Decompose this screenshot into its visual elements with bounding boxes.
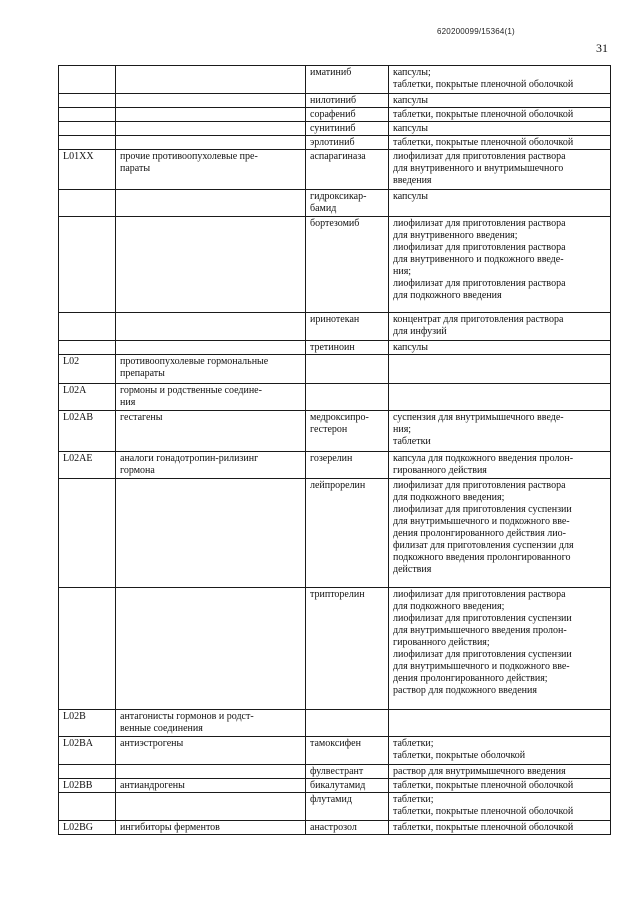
drug-name-cell: аспарагиназа <box>306 150 389 190</box>
group-name-cell: антиэстрогены <box>116 737 306 765</box>
drug-name-cell: третиноин <box>306 341 389 355</box>
group-name-cell: ингибиторы ферментов <box>116 821 306 835</box>
table-row <box>59 150 611 190</box>
drug-name-cell <box>306 710 389 737</box>
drug-name-cell: гидроксикар- бамид <box>306 190 389 217</box>
dosage-form-cell: таблетки, покрытые пленочной оболочкой <box>389 779 611 793</box>
table-body <box>59 66 611 835</box>
dosage-form-cell: концентрат для приготовления раствора для инфузий <box>389 313 611 341</box>
table-row <box>59 136 611 150</box>
group-name-cell <box>116 479 306 588</box>
dosage-form-cell: суспензия для внутримышечного введе- ния; таблетки <box>389 411 611 452</box>
table-row <box>59 313 611 341</box>
table-row <box>59 355 611 384</box>
atc-code-cell: L01XX <box>59 150 116 190</box>
atc-code-cell: L02BG <box>59 821 116 835</box>
group-name-cell <box>116 765 306 779</box>
dosage-form-cell: капсулы <box>389 341 611 355</box>
table-row <box>59 217 611 313</box>
table-row <box>59 588 611 710</box>
dosage-form-cell <box>389 355 611 384</box>
group-name-cell: прочие противоопухолевые пре- параты <box>116 150 306 190</box>
table-row <box>59 737 611 765</box>
dosage-form-cell: капсула для подкожного введения пролон- гированного действия <box>389 452 611 479</box>
drug-name-cell: лейпрорелин <box>306 479 389 588</box>
table-row <box>59 411 611 452</box>
atc-code-cell <box>59 793 116 821</box>
atc-code-cell <box>59 313 116 341</box>
group-name-cell <box>116 341 306 355</box>
dosage-form-cell <box>389 710 611 737</box>
group-name-cell <box>116 108 306 122</box>
group-name-cell <box>116 217 306 313</box>
atc-code-cell: L02A <box>59 384 116 411</box>
drug-name-cell: трипторелин <box>306 588 389 710</box>
atc-code-cell <box>59 588 116 710</box>
group-name-cell: противоопухолевые гормональные препараты <box>116 355 306 384</box>
drug-name-cell <box>306 355 389 384</box>
drug-name-cell: иматиниб <box>306 66 389 94</box>
atc-code-cell <box>59 94 116 108</box>
atc-code-cell <box>59 217 116 313</box>
group-name-cell <box>116 190 306 217</box>
drug-classification-table <box>58 65 611 835</box>
dosage-form-cell: таблетки; таблетки, покрытые оболочкой <box>389 737 611 765</box>
table-row <box>59 190 611 217</box>
dosage-form-cell: лиофилизат для приготовления раствора для подкожного введения; лиофилизат для приготовления суспензии для внутримышечного введения пролон- гированного действия; лиофилизат для приготовления суспензии для внутримышечного и подкожного вве- дения пролонгированного действия; раствор для подкожного введения <box>389 588 611 710</box>
drug-name-cell: флутамид <box>306 793 389 821</box>
table-row <box>59 108 611 122</box>
group-name-cell: гормоны и родственные соедине- ния <box>116 384 306 411</box>
dosage-form-cell: таблетки, покрытые пленочной оболочкой <box>389 108 611 122</box>
drug-name-cell: бортезомиб <box>306 217 389 313</box>
atc-code-cell <box>59 341 116 355</box>
page-number: 31 <box>596 41 608 55</box>
group-name-cell: антагонисты гормонов и родст- венные соединения <box>116 710 306 737</box>
dosage-form-cell: капсулы <box>389 190 611 217</box>
drug-name-cell: иринотекан <box>306 313 389 341</box>
drug-name-cell: эрлотиниб <box>306 136 389 150</box>
group-name-cell: аналоги гонадотропин-рилизинг гормона <box>116 452 306 479</box>
table-row <box>59 94 611 108</box>
group-name-cell <box>116 66 306 94</box>
group-name-cell <box>116 313 306 341</box>
drug-name-cell: тамоксифен <box>306 737 389 765</box>
drug-name-cell: сорафениб <box>306 108 389 122</box>
drug-name-cell: анастрозол <box>306 821 389 835</box>
table-row <box>59 479 611 588</box>
group-name-cell <box>116 588 306 710</box>
table-row <box>59 765 611 779</box>
drug-name-cell: бикалутамид <box>306 779 389 793</box>
dosage-form-cell: раствор для внутримышечного введения <box>389 765 611 779</box>
group-name-cell: гестагены <box>116 411 306 452</box>
table-row <box>59 821 611 835</box>
atc-code-cell <box>59 122 116 136</box>
table-row <box>59 779 611 793</box>
atc-code-cell: L02AE <box>59 452 116 479</box>
atc-code-cell: L02 <box>59 355 116 384</box>
drug-name-cell <box>306 384 389 411</box>
atc-code-cell: L02B <box>59 710 116 737</box>
table-row <box>59 452 611 479</box>
atc-code-cell: L02BA <box>59 737 116 765</box>
table-row <box>59 122 611 136</box>
group-name-cell <box>116 136 306 150</box>
atc-code-cell: L02BB <box>59 779 116 793</box>
group-name-cell: антиандрогены <box>116 779 306 793</box>
atc-code-cell <box>59 66 116 94</box>
dosage-form-cell: капсулы <box>389 94 611 108</box>
drug-name-cell: сунитиниб <box>306 122 389 136</box>
atc-code-cell <box>59 765 116 779</box>
dosage-form-cell: капсулы <box>389 122 611 136</box>
drug-name-cell: медроксипро- гестерон <box>306 411 389 452</box>
atc-code-cell <box>59 136 116 150</box>
atc-code-cell <box>59 108 116 122</box>
atc-code-cell: L02AB <box>59 411 116 452</box>
drug-name-cell: нилотиниб <box>306 94 389 108</box>
atc-code-cell <box>59 479 116 588</box>
drug-name-cell: гозерелин <box>306 452 389 479</box>
table-row <box>59 341 611 355</box>
dosage-form-cell: таблетки; таблетки, покрытые пленочной оболочкой <box>389 793 611 821</box>
dosage-form-cell: лиофилизат для приготовления раствора для подкожного введения; лиофилизат для приготовления суспензии для внутримышечного и подкожного вве- дения пролонгированного действия лио- филизат для приготовления суспензии для подкожного введения пролонгированного действия <box>389 479 611 588</box>
table-row <box>59 66 611 94</box>
atc-code-cell <box>59 190 116 217</box>
table-row <box>59 793 611 821</box>
document-id: 620200099/15364(1) <box>437 27 515 36</box>
dosage-form-cell: лиофилизат для приготовления раствора для внутривенного введения; лиофилизат для приготовления раствора для внутривенного и подкожного введе- ния; лиофилизат для приготовления раствора для подкожного введения <box>389 217 611 313</box>
group-name-cell <box>116 122 306 136</box>
drug-name-cell: фулвестрант <box>306 765 389 779</box>
dosage-form-cell: таблетки, покрытые пленочной оболочкой <box>389 136 611 150</box>
dosage-form-cell: лиофилизат для приготовления раствора для внутривенного и внутримышечного введения <box>389 150 611 190</box>
dosage-form-cell: таблетки, покрытые пленочной оболочкой <box>389 821 611 835</box>
group-name-cell <box>116 94 306 108</box>
table-row <box>59 710 611 737</box>
table-row <box>59 384 611 411</box>
dosage-form-cell: капсулы; таблетки, покрытые пленочной оболочкой <box>389 66 611 94</box>
dosage-form-cell <box>389 384 611 411</box>
group-name-cell <box>116 793 306 821</box>
